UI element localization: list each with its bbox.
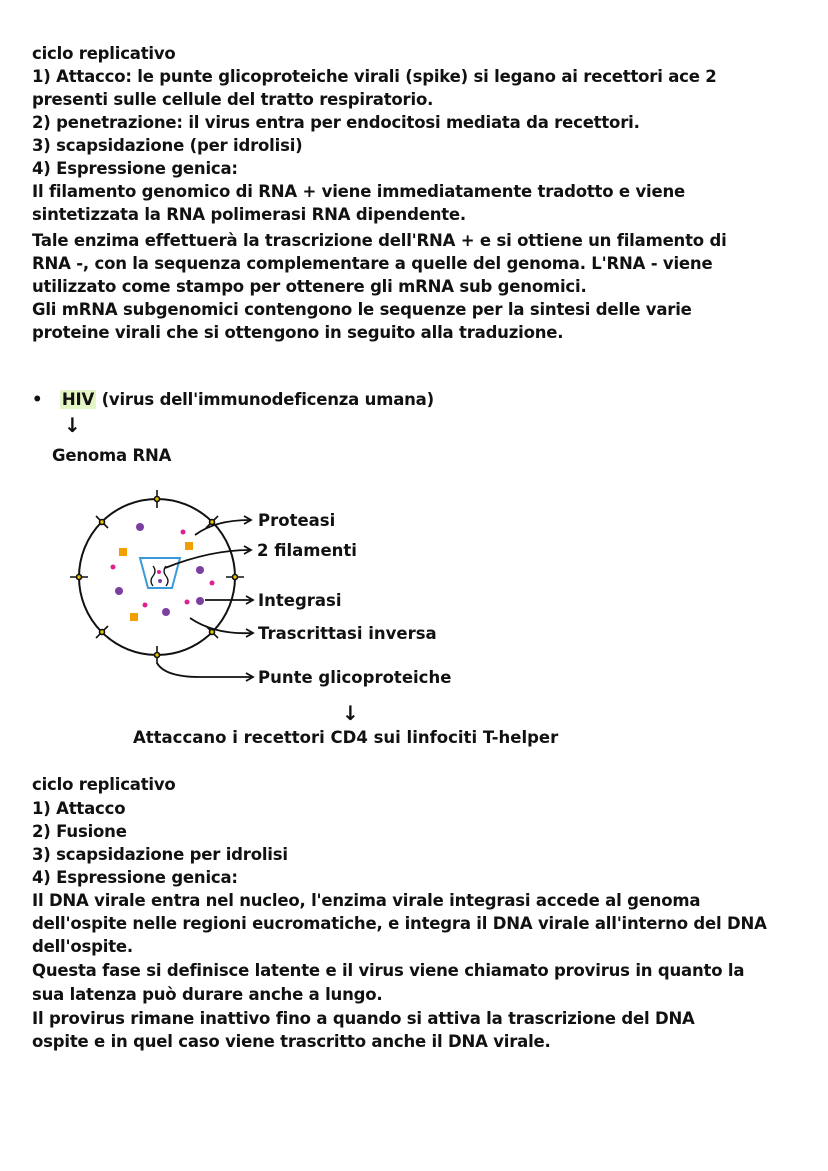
section2-heading: ciclo replicativo	[32, 775, 176, 794]
label-integrasi: Integrasi	[258, 591, 342, 610]
text-line: sintetizzata la RNA polimerasi RNA dipendente.	[32, 205, 466, 224]
label-trascrittasi: Trascrittasi inversa	[258, 624, 437, 643]
text-line: dell'ospite.	[32, 937, 133, 956]
text-line: sua latenza può durare anche a lungo.	[32, 985, 383, 1004]
text-line: 2) penetrazione: il virus entra per endocitosi mediata da recettori.	[32, 113, 640, 132]
text-line: proteine virali che si ottengono in seguito alla traduzione.	[32, 323, 564, 342]
text-line: dell'ospite nelle regioni eucromatiche, e integra il DNA virale all'interno del DNA	[32, 914, 767, 933]
text-line: Il filamento genomico di RNA + viene immediatamente tradotto e viene	[32, 182, 685, 201]
text-line: 2) Fusione	[32, 822, 127, 841]
genome-label: Genoma RNA	[52, 446, 172, 465]
label-punte: Punte glicoproteiche	[258, 668, 452, 687]
text-line: ospite e in quel caso viene trascritto anche il DNA virale.	[32, 1032, 551, 1051]
spikes	[70, 490, 244, 664]
text-line: Tale enzima effettuerà la trascrizione dell'RNA + e si ottiene un filamento di	[32, 231, 727, 250]
hiv-name: HIV	[61, 390, 95, 409]
text-line: utilizzato come stampo per ottenere gli mRNA sub genomici.	[32, 277, 587, 296]
text-line: 4) Espressione genica:	[32, 868, 238, 887]
rna-filaments	[151, 566, 168, 586]
label-filamenti: 2 filamenti	[257, 541, 357, 560]
hiv-virion-diagram	[0, 480, 828, 760]
text-line: 3) scapsidazione (per idrolisi)	[32, 136, 303, 155]
label-arrows	[157, 516, 253, 681]
text-line: 1) Attacco	[32, 799, 126, 818]
section1-heading: ciclo replicativo	[32, 44, 176, 63]
text-line: Il DNA virale entra nel nucleo, l'enzima virale integrasi accede al genoma	[32, 891, 701, 910]
text-line: 1) Attacco: le punte glicoproteiche virali (spike) si legano ai recettori ace 2	[32, 67, 717, 86]
text-line: presenti sulle cellule del tratto respiratorio.	[32, 90, 434, 109]
diagram-caption: Attaccano i recettori CD4 sui linfociti T-helper	[133, 728, 559, 747]
hiv-heading	[32, 388, 434, 411]
enzyme-dots	[111, 523, 215, 621]
label-proteasi: Proteasi	[258, 511, 336, 530]
text-line: Gli mRNA subgenomici contengono le sequenze per la sintesi delle varie	[32, 300, 692, 319]
capsid-dots	[157, 570, 162, 583]
down-arrow-icon: ↓	[64, 413, 81, 437]
text-line: Questa fase si definisce latente e il virus viene chiamato provirus in quanto la	[32, 961, 745, 980]
text-line: 3) scapsidazione per idrolisi	[32, 845, 288, 864]
down-arrow-icon: ↓	[342, 701, 359, 725]
text-line: 4) Espressione genica:	[32, 159, 238, 178]
text-line: Il provirus rimane inattivo fino a quando si attiva la trascrizione del DNA	[32, 1009, 695, 1028]
bullet: •	[32, 390, 43, 409]
text-line: RNA -, con la sequenza complementare a quelle del genoma. L'RNA - viene	[32, 254, 713, 273]
hiv-description: (virus dell'immunodeficenza umana)	[101, 390, 434, 409]
